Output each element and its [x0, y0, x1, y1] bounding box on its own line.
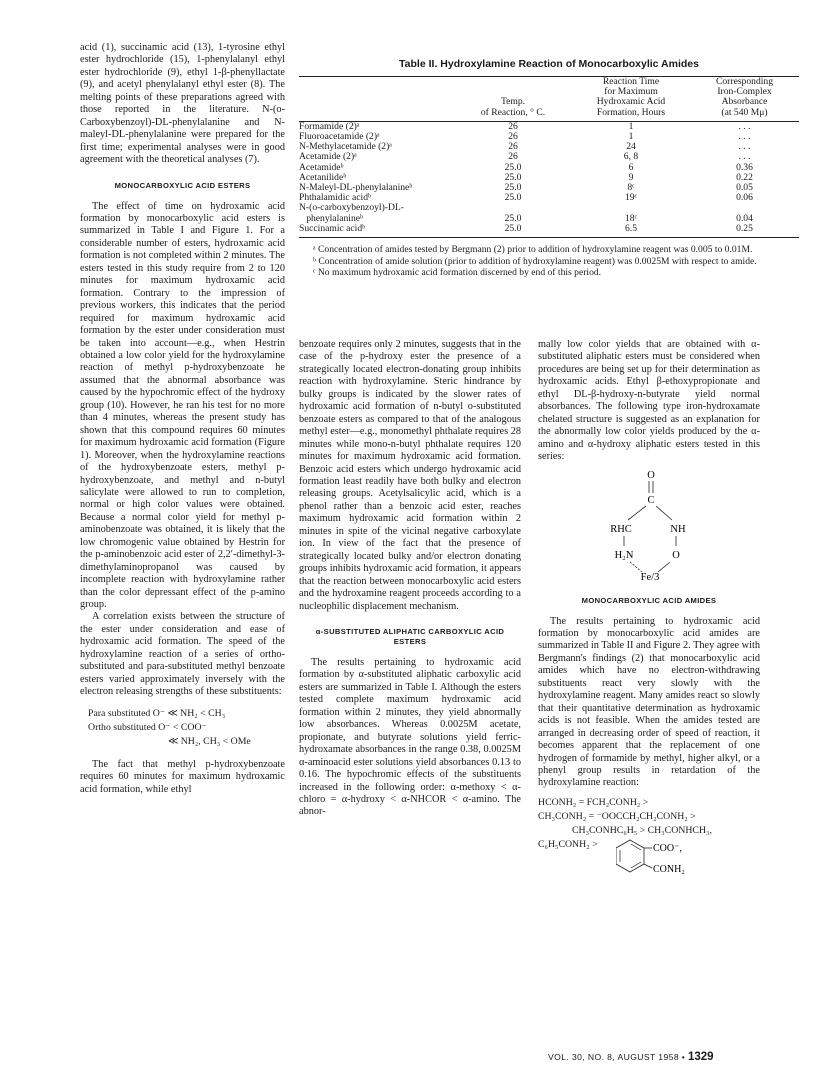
paragraph: The effect of time on hydroxamic acid formation by monocarboxylic acid esters is summarized in Table I and Figure 1. For a considerable number of esters, hydroxamic acid formation is not completed within 2 minutes. The esters tested in this study require from 2 to 120 minutes for maximum hydroxamic acid formation. Contrary to the impression of previous workers, this indicates that the period required for maximum hydroxamic acid formation by the ester under consideration must be taken into account—e.g., when Hestrin obtained a low color yield for the hydroxylamine reaction of methyl p-hydroxybenzoate he assumed that the abnormal absorbance was caused by the hypochromic effect of the hydroxy group (10). However, he ran his test for no more than 4 minutes, whereas the present study has shown that this compound requires 60 minutes for maximum hydroxamic acid formation (Figure 1). Moreover, when the hydroxylamine reactions of the hydroxybenzoate esters, methyl p-hydroxybenzoate, and methyl and n-butyl salicylate were allowed to run to completion, normal or high color values were obtained. Because a normal color yield for methyl p-aminobenzoate was obtained, it is likely that the low chromogenic value obtained by Hestrin for the p-aminobenzoic acid ester of 2,2′-dimethyl-3-dimethylaminopropanol was caused by incomplete reaction with hydroxylamine rather than the color depressant effect of the p-amino group.	[80, 200, 285, 611]
equation: HCONH₂ = FCH₂CONH₂ >	[538, 796, 649, 808]
page-footer	[548, 1051, 714, 1063]
column-header: (at 540 Mμ)	[721, 106, 768, 118]
column-1	[80, 42, 285, 796]
struct-fe: Fe/3	[640, 571, 660, 583]
table-row: Formamide (2)ᵃ 26 1 . . .	[299, 120, 751, 132]
column-header: Hydroxamic Acid	[596, 96, 666, 108]
table-footnote: ᶜ No maximum hydroxamic acid formation discerned by end of this period.	[313, 267, 602, 279]
column-header: for Maximum	[604, 86, 658, 98]
table-row: Phthalamidic acidᵇ 25.0 19ᶜ 0.06	[299, 192, 753, 204]
paragraph: The fact that methyl p-hydroxybenzoate requires 60 minutes for maximum hydroxamic acid formation, while ethyl	[80, 758, 285, 795]
table-row: phenylalanineᵇ 25.0 18ᶜ 0.04	[299, 212, 753, 224]
column-header: Absorbance	[721, 96, 768, 108]
equation: CH₃CONH₂ = ⁻OOCCH₂CH₂CONH₂ >	[538, 810, 696, 822]
struct-rhc: RHC	[610, 523, 632, 535]
table-2	[299, 58, 799, 279]
equation: ≪ NH₂, CH₃ < OMe	[168, 735, 251, 747]
column-2	[299, 339, 521, 819]
equation: Ortho substituted O⁻ < COO⁻	[88, 721, 207, 733]
table-row: Fluoroacetamide (2)ᵃ 26 1 . . .	[299, 131, 751, 143]
journal-info: VOL. 30, NO. 8, AUGUST 1958 •	[548, 1052, 688, 1062]
table-footnote: ᵇ Concentration of amide solution (prior to addition of hydroxylamine reagent) was 0.0025M with respect to amide.	[313, 255, 757, 267]
section-heading: MONOCARBOXYLIC ACID ESTERS	[114, 180, 251, 190]
section-heading: MONOCARBOXYLIC ACID AMIDES	[581, 595, 717, 605]
table-row: N-Methylacetamide (2)ᵃ 26 24 . . .	[299, 141, 751, 153]
table-footnote: ᵃ Concentration of amides tested by Bergmann (2) prior to addition of hydroxylamine reagent was 0.005 to 0.01M.	[313, 244, 753, 256]
page-number: 1329	[688, 1051, 714, 1063]
struct-c: C	[647, 494, 655, 506]
column-3	[538, 339, 760, 878]
equation: Para substituted O⁻ ≪ NH₂ < CH₃	[88, 707, 226, 719]
column-header: Iron-Complex	[717, 86, 772, 98]
paragraph: The results pertaining to hydroxamic acid formation by monocarboxylic acid amides are summarized in Table II and Figure 2. They agree with Bergmann's findings (2) that monocarboxylic acid amides which have no electron-withdrawing substituents react very slowly with the hydroxylamine reagent. Many amides react so slowly that their quantitative determination as hydroxamic acids is not feasible. When the amides tested are arranged in decreasing order of speed of reaction, it becomes apparent that the replacement of one hydrogen of formamide by methyl, higher alkyl, or a phenyl group results in retardation of the hydroxylamine reaction:	[538, 615, 760, 789]
ring-substituent: COO⁻,	[653, 842, 682, 854]
table-row: N-Maleyl-DL-phenylalanineᵇ 25.0 8ᶜ 0.05	[299, 182, 753, 194]
column-header: of Reaction, ° C.	[480, 106, 546, 118]
column-header: Reaction Time	[602, 76, 660, 87]
struct-h2n: H₂N	[614, 549, 634, 561]
struct-o-low: O	[672, 549, 680, 561]
paragraph: benzoate requires only 2 minutes, suggests that in the case of the p-hydroxy ester the presence of a strategically located electron-donating group inhibits reaction with hydroxylamine. Steric hindrance by bulky groups is indicated by the slower rates of hydroxamic acid formation of n-butyl o-substituted benzoate esters as compared to that of the analogous methyl ester—e.g., monomethyl phthalate requires 28 minutes while mono-n-butyl phthalate requires 120 minutes for maximum hydroxamic acid formation. Benzoic acid esters which undergo hydroxamic acid formation least readily have both bulky and electron releasing groups. Acetylsalicylic acid, which is a phenol rather than a benzoic acid ester, reaches maximum hydroxamic acid formation within 2 minutes in spite of the vicinal negative carboxylate ion. In view of the fact that the presence of strategically located bulky and/or electron donating groups inhibits hydroxamic acid formation, it appears that the reaction between monocarboxylic acid esters and the hydroxamine reagent proceeds according to a nucleophilic displacement mechanism.	[299, 339, 521, 612]
equation: C₆H₅CONH₂ >	[538, 838, 598, 850]
benzene-ring-structure	[616, 838, 766, 878]
table-row: N-(o-carboxybenzoyl)-DL-	[299, 202, 404, 214]
table-row: Acetamide (2)ᵃ 26 6, 8 . . .	[299, 151, 751, 163]
table-row: Acetanilideᵇ 25.0 9 0.22	[299, 171, 753, 183]
paragraph: mally low color yields that are obtained with α-substituted aliphatic esters must be considered when procedures are being set up for their determination as hydroxamic acids. Ethyl β-ethoxypropionate and ethyl DL-β-hydroxy-n-butyrate yield normal absorbances. The following type iron-hydroxamate chelated structure is suggested as an explanation for the abnormally low color yields produced by the α-amino and α-hydroxy aliphatic esters tested in this series:	[538, 339, 760, 463]
equation: CH₃CONHC₆H₅ > CH₃CONHCH₃,	[572, 824, 712, 836]
table-row: Acetamideᵇ 25.0 6 0.36	[299, 161, 753, 173]
benzene-line	[538, 838, 760, 878]
column-header: Temp.	[500, 96, 526, 108]
section-heading: α-SUBSTITUTED ALIPHATIC CARBOXYLIC ACID ESTERS	[315, 626, 505, 646]
table-title: Table II. Hydroxylamine Reaction of Monocarboxylic Amides	[399, 58, 699, 70]
amide-table	[299, 77, 799, 234]
chelate-structure	[538, 466, 760, 584]
paragraph: A correlation exists between the structure of the ester under consideration and ease of hydroxamic acid formation. The speed of the hydroxylamine reaction of a series of ortho-substituted and para-substituted methyl benzoate esters varied approximately inversely with the electron releasing strengths of these substituents:	[80, 611, 285, 698]
column-header: Corresponding	[715, 76, 774, 87]
struct-o-top: O	[647, 469, 655, 481]
paragraph: The results pertaining to hydroxamic acid formation by α-substituted aliphatic carboxylic acid esters are summarized in Table I. Although the esters tested complete maximum hydroxamic acid formation within 2 minutes, they yield abnormally low absorbances. Whereas 0.0025M acetate, propionate, and butyrate solutions yield ferric-hydroxamate absorbances in the range 0.38, 0.0025M α-aminoacid ester solutions yield absorbances 0.13 to 0.16. The hypochromic effects of the substituents increased in the following order: α-methoxy < α-chloro = α-hydroxy < α-NHCOR < α-amino. The abnor-	[299, 656, 521, 818]
column-header: Formation, Hours	[596, 106, 666, 118]
paragraph: acid (1), succinamic acid (13), 1-tyrosine ethyl ester hydrochloride (15), 1-phenylalanyl ethyl ester hydrochloride (9), ethyl 1-β-phenyllactate (9), and acetyl phenylalanyl ethyl ester (8). The melting points of these preparations agreed with those reported in the literature. N-(o-Carboxybenzoyl)-DL-phenylalanine and N-maleyl-DL-phenylalanine were prepared for the first time; experimental analyses were in good agreement with the theoretical analyses (7).	[80, 42, 285, 166]
struct-nh: NH	[670, 523, 686, 535]
table-row: Succinamic acidᵇ 25.0 6.5 0.25	[299, 222, 753, 234]
ring-substituent: CONH₂	[653, 863, 685, 875]
